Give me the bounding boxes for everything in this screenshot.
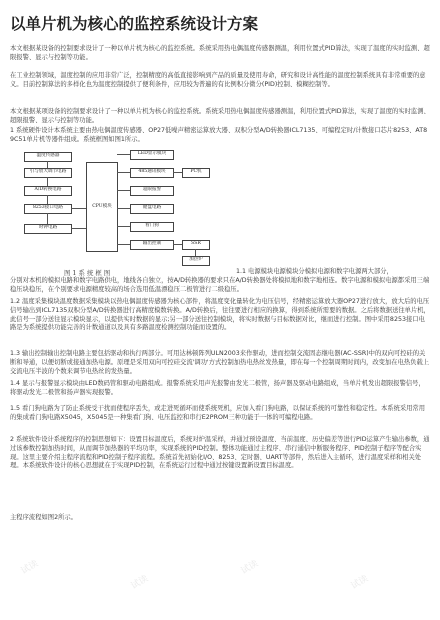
box-pc: PC机 [182,168,210,178]
paragraph-background: 在工业控制领域，温度控制的应用非常广泛，控制精度的高低直接影响到产品的质量及使用寿命，研究和设计高性能的温度控制系统具有非常重要的意义。目前控制算法的多样化也为温度控制提供了便利条件，应用较为普遍的有比例积分微分(PID)控制、模糊控制等。 [10,72,426,88]
paragraph-summary: 本文根据某项设备的控制要求设计了一种以单片机为核心的监控系统。系统采用热电偶温度传感器测温，利用位置式PID算法，实现了温度的实时监测、超限报警、显示与控制等功能。 [10,108,430,124]
connector [173,172,182,173]
paragraph-software: 2 系统软件设计系统程序的控制思想如下：设置目标温度后，系统对炉温采样，并通过预设温度、当前温度、历史偏差等进行PID运算产生输出参数，通过该参数控制加热时间，从而调节加热器的平均功率，实现系统的PID控制。整体功能通过主程序、串行通信中断服务程序、PID控制子程序等配合实现。这里主要介绍主程序流程和PID控制子程序流程。系统首先初始化I/O、8253、定时器、UART等部件，然后进入主循环，进行温度采样和相关处理。本系统软件设计的核心思想就在于实现PID控制，在系统运行过程中通过按键设置新设置目标温度。 [10,436,430,470]
connector [117,208,130,209]
connector [173,244,182,245]
connector [195,249,196,256]
document-title: 以单片机为核心的监控系统设计方案 [10,15,259,33]
box-8253: 8253接口电路 [24,204,72,214]
figure-caption: 图 1 系 统 框 图 [64,269,111,277]
connector [47,161,48,168]
box-heater: 加热炉 [182,256,210,266]
connector [71,228,86,229]
box-clock: 时钟电路 [24,224,72,234]
connector [117,154,130,155]
system-block-diagram [24,148,210,268]
watermark: 试读 [129,573,151,592]
box-watchdog: 看门狗 [130,222,174,232]
connector [117,190,130,191]
connector [47,213,48,224]
box-cpu: CPU模块 [86,162,118,252]
connector [47,177,48,186]
connector [47,195,48,204]
box-output: 输出控制 [130,240,174,250]
connector [117,226,130,227]
paragraph-output-control: 1.3 输出控制输出控制电路主要包括驱动和执行两部分。可用达林顿阵列ULN2003来作驱动，进而控制交流固态继电器(AC-SSR)中的双向可控硅的关断和导通，以便切断或接通加热电源。原理是采用双向可控硅交流'调功'方式控制加热电热丝发热量，即在每一个控制周期时间内，改变加在电热负载上交流电压半波的个数来调节电热丝的发热量。 [10,350,430,375]
box-keypad: 键盘电路 [130,204,174,214]
paragraph-power-module: 1.1 电源模块电源模块分模拟电源和数字电源两大部分， [236,268,393,275]
paragraph-power-detail: 分别对本机的模拟电路和数字电路供电，地线各自独立，按A/D转换器的要求只在A/D转换器处将模拟地和数字地相连。数字电源和模拟电源都采用三端稳压块稳压，在个别要求电源精度较高的场合选用低温漂稳压二极管进行二级稳压。 [10,277,430,293]
box-adc: A/D转换电路 [24,186,72,196]
connector [117,172,130,173]
paragraph-display-alarm: 1.4 显示与报警显示模块由LED数码管和驱动电路组成。报警系统采用声光报警由发光二极管，扬声器及驱动电路组成，当单片机发出超限报警信号，将驱动发光二极管和扬声器实现报警。 [10,380,425,396]
paragraph-intro: 本文根据某设备的控制要求设计了一种以单片机为核心的监控系统。系统采用热电偶温度传感器测温，利用位置式PID算法，实现了温度的实时监测、超限报警、显示与控制等功能。 [10,45,430,61]
paragraph-temperature-acquisition: 1.2 温度采集模块温度数据采集模块以热电偶温度传感器为核心部件，将温度变化量转化为电压信号，经精密运算放大器OP27进行放大，放大后的电压信号输出到ICL7135双积分型A/D转换器进行高精度模数转换。A/D转换后，往往要进行相应的换算，得到系统所需要的数据。之后将数据送往单片机，此信号一部分送往显示模块显示，以提供实时数据的显示;另一部分送往控制模块，将实时数据与目标数据对比，继而进行控制。图中采用8253接口电路是为系统提供功能完善的计数通道以及具有多路温度检测控制功能而设置的。 [10,298,430,332]
box-ssr: SSR [182,240,210,250]
connector [71,208,86,209]
watermark: 试读 [239,558,261,577]
paragraph-watchdog: 1.5 看门狗电路为了防止系统受干扰而使程序丢失，或走进死循环而使系统死机，应加入看门狗电路，以保证系统的可靠性和稳定性。本系统采用常用的集成看门狗电路X5045，X5045是一种集看门狗、电压监控和串行E2PROM三种功能于一体的可编程电路。 [10,405,426,421]
connector [117,244,130,245]
paragraph-hardware: 1 系统硬件设计本系统主要由热电偶温度传感器、OP27低噪声精密运算放大器、双积分型A/D转换器ICL7135、可编程定时/计数接口芯片8253、AT89C51单片机等器件组成。系统框图如图1所示。 [10,127,428,143]
box-sensor: 温度传感器 [24,152,72,162]
box-alarm: 超限报警 [130,186,174,196]
box-led: LED显示模块 [130,150,174,160]
box-rs485: 485通讯模块 [130,168,174,178]
box-amplifier: 引与放大调节电路 [24,168,72,178]
watermark: 试读 [349,573,371,592]
watermark: 试读 [19,558,41,577]
paragraph-main-flow: 主程序流程如图2所示。 [10,514,77,521]
